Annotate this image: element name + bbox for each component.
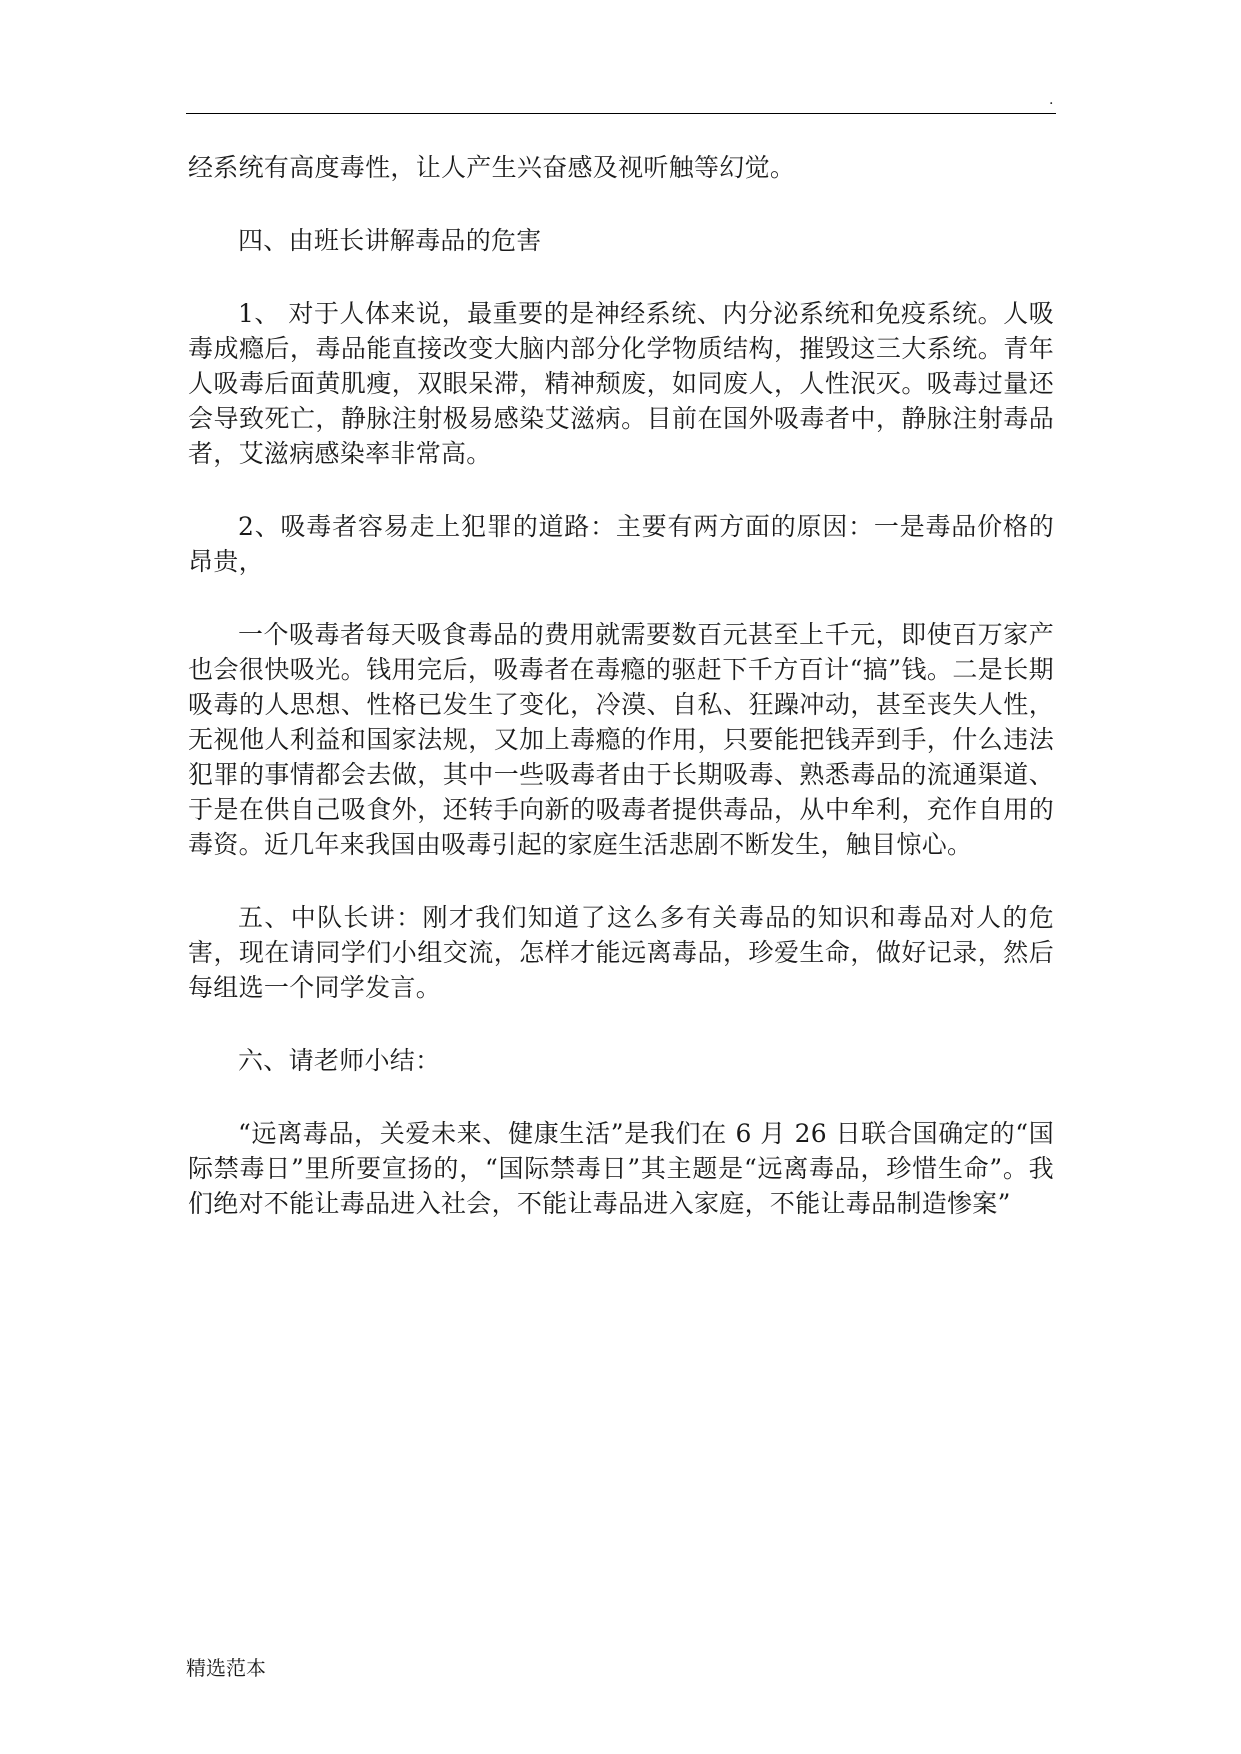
- header-rule: [186, 113, 1056, 114]
- header-mark: .: [1049, 92, 1054, 108]
- paragraph: “远离毒品，关爱未来、健康生活”是我们在 6 月 26 日联合国确定的“国际禁毒日”里所要宣扬的，“国际禁毒日”其主题是“远离毒品，珍惜生命”。我们绝对不能让毒品进入社会，不能让毒品进入家庭，不能让毒品制造惨案”: [188, 1119, 1054, 1218]
- paragraph: 五、中队长讲：刚才我们知道了这么多有关毒品的知识和毒品对人的危害，现在请同学们小组交流，怎样才能远离毒品，珍爱生命，做好记录，然后每组选一个同学发言。: [188, 903, 1054, 1002]
- paragraph: 1、 对于人体来说，最重要的是神经系统、内分泌系统和免疫系统。人吸毒成瘾后，毒品能直接改变大脑内部分化学物质结构，摧毁这三大系统。青年人吸毒后面黄肌瘦，双眼呆滞，精神颓废，如同废人，人性泯灭。吸毒过量还会导致死亡，静脉注射极易感染艾滋病。目前在国外吸毒者中，静脉注射毒品者，艾滋病感染率非常高。: [188, 299, 1054, 468]
- paragraph: 一个吸毒者每天吸食毒品的费用就需要数百元甚至上千元，即使百万家产也会很快吸光。钱用完后，吸毒者在毒瘾的驱赶下千方百计“搞”钱。二是长期吸毒的人思想、性格已发生了变化，冷漠、自私、狂躁冲动，甚至丧失人性，无视他人利益和国家法规，又加上毒瘾的作用，只要能把钱弄到手，什么违法犯罪的事情都会去做，其中一些吸毒者由于长期吸毒、熟悉毒品的流通渠道、于是在供自己吸食外，还转手向新的吸毒者提供毒品，从中牟利，充作自用的毒资。近几年来我国由吸毒引起的家庭生活悲剧不断发生，触目惊心。: [188, 620, 1054, 859]
- footer-label: 精选范本: [186, 1656, 266, 1680]
- paragraph: 2、吸毒者容易走上犯罪的道路：主要有两方面的原因：一是毒品价格的昂贵，: [188, 512, 1054, 576]
- paragraph: 经系统有高度毒性，让人产生兴奋感及视听触等幻觉。: [188, 153, 796, 182]
- section-heading-hazards: 四、由班长讲解毒品的危害: [238, 226, 542, 255]
- document-body: [188, 150, 1054, 1259]
- section-heading-summary: 六、请老师小结：: [238, 1046, 441, 1075]
